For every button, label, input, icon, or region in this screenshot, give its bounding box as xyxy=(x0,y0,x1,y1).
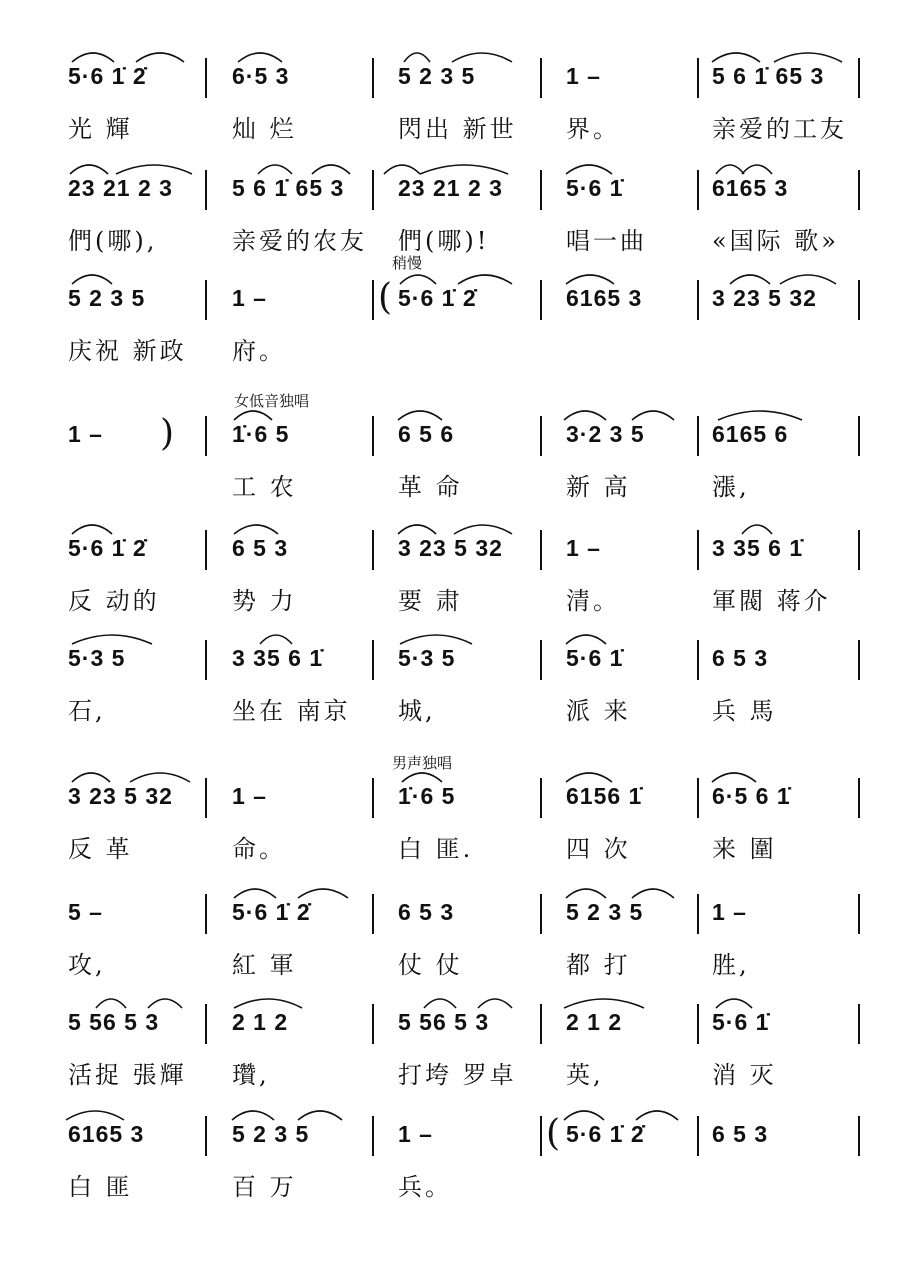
measure-notes: 6 5 3 xyxy=(712,645,769,671)
bar-line xyxy=(858,416,860,456)
measure-lyric: 瓚, xyxy=(232,1061,270,1089)
measure-notes: 5 6 1̇ 65 3 xyxy=(712,63,825,89)
bar-line xyxy=(205,280,207,320)
measure-lyric: 界。 xyxy=(566,115,620,143)
bar-line xyxy=(697,530,699,570)
measure-lyric: 們(哪)! xyxy=(398,227,490,255)
measure-notes: 1 – xyxy=(398,1121,433,1147)
bar-line xyxy=(858,1004,860,1044)
measure-notes: 6 5 3 xyxy=(712,1121,769,1147)
measure-notes: 1 – xyxy=(68,421,103,447)
measure-lyric: 漲, xyxy=(712,473,750,501)
score-system xyxy=(0,986,913,1098)
bar-line xyxy=(858,170,860,210)
measure-lyric: 光 輝 xyxy=(68,115,133,143)
score-system xyxy=(0,40,913,152)
measure-notes: 1̇·6 5 xyxy=(398,783,456,809)
measure-lyric: 百 万 xyxy=(232,1173,297,1201)
measure-lyric: 革 命 xyxy=(398,473,463,501)
measure-notes: 5·3 5 xyxy=(398,645,456,671)
measure-lyric: 坐在 南京 xyxy=(232,697,351,725)
bar-line xyxy=(372,170,374,210)
measure-lyric: 兵。 xyxy=(398,1173,452,1201)
measure-notes: 5·6 1̇ 2̇ xyxy=(68,63,147,89)
measure-notes: 5 2 3 5 xyxy=(398,63,476,89)
bar-line xyxy=(205,530,207,570)
measure-lyric: «国际 歌» xyxy=(712,227,839,255)
measure-notes: 2 1 2 xyxy=(232,1009,289,1035)
bar-line xyxy=(540,1004,542,1044)
passage-parenthesis: ( xyxy=(546,1113,561,1154)
measure-lyric: 英, xyxy=(566,1061,604,1089)
bar-line xyxy=(858,1116,860,1156)
measure-lyric: 反 动的 xyxy=(68,587,160,615)
measure-lyric: 白 匪. xyxy=(398,835,474,863)
measure-notes: 5 56 5 3 xyxy=(398,1009,490,1035)
measure-notes: 6165 6 xyxy=(712,421,789,447)
bar-line xyxy=(540,416,542,456)
bar-line xyxy=(540,778,542,818)
bar-line xyxy=(697,170,699,210)
measure-notes: 1 – xyxy=(232,285,267,311)
measure-lyric: 工 农 xyxy=(232,473,297,501)
measure-lyric: 消 灭 xyxy=(712,1061,777,1089)
measure-notes: 5 2 3 5 xyxy=(68,285,146,311)
measure-notes: 5·6 1̇ xyxy=(566,645,624,671)
measure-lyric: 新 高 xyxy=(566,473,631,501)
measure-notes: 5·6 1̇ xyxy=(566,175,624,201)
bar-line xyxy=(540,640,542,680)
measure-notes: 3 23 5 32 xyxy=(712,285,817,311)
performance-marking: 稍慢 xyxy=(392,254,423,272)
bar-line xyxy=(205,416,207,456)
bar-line xyxy=(697,894,699,934)
measure-lyric: 攻, xyxy=(68,951,106,979)
bar-line xyxy=(372,1116,374,1156)
bar-line xyxy=(540,170,542,210)
measure-lyric: 派 来 xyxy=(566,697,631,725)
bar-line xyxy=(858,58,860,98)
measure-notes: 23 21 2 3 xyxy=(398,175,503,201)
measure-lyric: 活捉 張輝 xyxy=(68,1061,187,1089)
measure-lyric: 都 打 xyxy=(566,951,631,979)
measure-lyric: 来 圍 xyxy=(712,835,777,863)
passage-parenthesis: ( xyxy=(378,277,393,318)
bar-line xyxy=(540,894,542,934)
measure-lyric: 府。 xyxy=(232,337,286,365)
bar-line xyxy=(372,416,374,456)
measure-notes: 1̇·6 5 xyxy=(232,421,290,447)
measure-notes: 1 – xyxy=(566,63,601,89)
bar-line xyxy=(205,170,207,210)
bar-line xyxy=(858,530,860,570)
measure-lyric: 胜, xyxy=(712,951,750,979)
measure-notes: 6 5 6 xyxy=(398,421,455,447)
measure-lyric: 仗 仗 xyxy=(398,951,463,979)
score-system xyxy=(0,254,913,374)
measure-notes: 5 6 1̇ 65 3 xyxy=(232,175,345,201)
measure-notes: 5 56 5 3 xyxy=(68,1009,160,1035)
bar-line xyxy=(697,640,699,680)
bar-line xyxy=(372,1004,374,1044)
measure-lyric: 兵 馬 xyxy=(712,697,777,725)
measure-lyric: 打垮 罗卓 xyxy=(398,1061,517,1089)
bar-line xyxy=(540,1116,542,1156)
measure-notes: 3 35 6 1̇ xyxy=(712,535,804,561)
slur-layer xyxy=(0,622,913,652)
measure-lyric: 四 次 xyxy=(566,835,631,863)
measure-notes: 1 – xyxy=(566,535,601,561)
bar-line xyxy=(205,1116,207,1156)
score-system xyxy=(0,754,913,872)
bar-line xyxy=(697,416,699,456)
measure-lyric: 石, xyxy=(68,697,106,725)
measure-notes: 3 35 6 1̇ xyxy=(232,645,324,671)
bar-line xyxy=(858,778,860,818)
measure-notes: 1 – xyxy=(712,899,747,925)
measure-notes: 6165 3 xyxy=(68,1121,145,1147)
bar-line xyxy=(205,640,207,680)
measure-lyric: 閃出 新世 xyxy=(398,115,517,143)
score-system xyxy=(0,1098,913,1210)
performance-marking: 男声独唱 xyxy=(392,754,453,772)
measure-notes: 5 2 3 5 xyxy=(566,899,644,925)
measure-lyric: 軍閥 蒋介 xyxy=(712,587,831,615)
measure-notes: 5·6 1̇ 2̇ xyxy=(232,899,311,925)
bar-line xyxy=(540,530,542,570)
measure-notes: 5·6 1̇ 2̇ xyxy=(566,1121,645,1147)
measure-lyric: 白 匪 xyxy=(68,1173,133,1201)
bar-line xyxy=(372,280,374,320)
score-system xyxy=(0,512,913,624)
bar-line xyxy=(858,640,860,680)
measure-notes: 1 – xyxy=(232,783,267,809)
bar-line xyxy=(697,1004,699,1044)
bar-line xyxy=(205,894,207,934)
bar-line xyxy=(205,778,207,818)
bar-line xyxy=(372,894,374,934)
measure-lyric: 紅 軍 xyxy=(232,951,297,979)
measure-notes: 6156 1̇ xyxy=(566,783,643,809)
measure-notes: 6·5 6 1̇ xyxy=(712,783,791,809)
bar-line xyxy=(372,778,374,818)
measure-notes: 6 5 3 xyxy=(398,899,455,925)
measure-lyric: 命。 xyxy=(232,835,286,863)
measure-notes: 6165 3 xyxy=(712,175,789,201)
bar-line xyxy=(205,1004,207,1044)
measure-notes: 3 23 5 32 xyxy=(68,783,173,809)
measure-notes: 3·2 3 5 xyxy=(566,421,645,447)
measure-lyric: 势 力 xyxy=(232,587,297,615)
measure-notes: 5·6 1̇ 2̇ xyxy=(68,535,147,561)
measure-lyric: 清。 xyxy=(566,587,620,615)
score-system xyxy=(0,392,913,510)
performance-marking: 女低音独唱 xyxy=(234,392,310,410)
measure-lyric: 唱一曲 xyxy=(566,227,647,255)
bar-line xyxy=(540,280,542,320)
measure-notes: 3 23 5 32 xyxy=(398,535,503,561)
bar-line xyxy=(697,778,699,818)
slur-layer xyxy=(0,876,913,906)
score-system xyxy=(0,622,913,734)
measure-lyric: 要 肃 xyxy=(398,587,463,615)
measure-lyric: 亲爱的农友 xyxy=(232,227,367,255)
bar-line xyxy=(697,280,699,320)
measure-notes: 6165 3 xyxy=(566,285,643,311)
measure-lyric: 城, xyxy=(398,697,436,725)
bar-line xyxy=(697,1116,699,1156)
measure-notes: 5 – xyxy=(68,899,103,925)
measure-notes: 5·6 1̇ 2̇ xyxy=(398,285,477,311)
score-system xyxy=(0,876,913,988)
bar-line xyxy=(540,58,542,98)
measure-lyric: 庆祝 新政 xyxy=(68,337,187,365)
bar-line xyxy=(372,58,374,98)
bar-line xyxy=(858,280,860,320)
score-system xyxy=(0,152,913,264)
bar-line xyxy=(697,58,699,98)
measure-notes: 6 5 3 xyxy=(232,535,289,561)
measure-notes: 5·6 1̇ xyxy=(712,1009,770,1035)
bar-line xyxy=(205,58,207,98)
measure-notes: 2 1 2 xyxy=(566,1009,623,1035)
measure-lyric: 們(哪), xyxy=(68,227,158,255)
measure-lyric: 灿 烂 xyxy=(232,115,297,143)
bar-line xyxy=(858,894,860,934)
measure-notes: 6·5 3 xyxy=(232,63,290,89)
measure-notes: 5·3 5 xyxy=(68,645,126,671)
measure-notes: 5 2 3 5 xyxy=(232,1121,310,1147)
bar-line xyxy=(372,640,374,680)
bar-line xyxy=(372,530,374,570)
measure-lyric: 亲爱的工友 xyxy=(712,115,847,143)
measure-lyric: 反 革 xyxy=(68,835,133,863)
passage-parenthesis: ) xyxy=(160,413,175,454)
measure-notes: 23 21 2 3 xyxy=(68,175,173,201)
